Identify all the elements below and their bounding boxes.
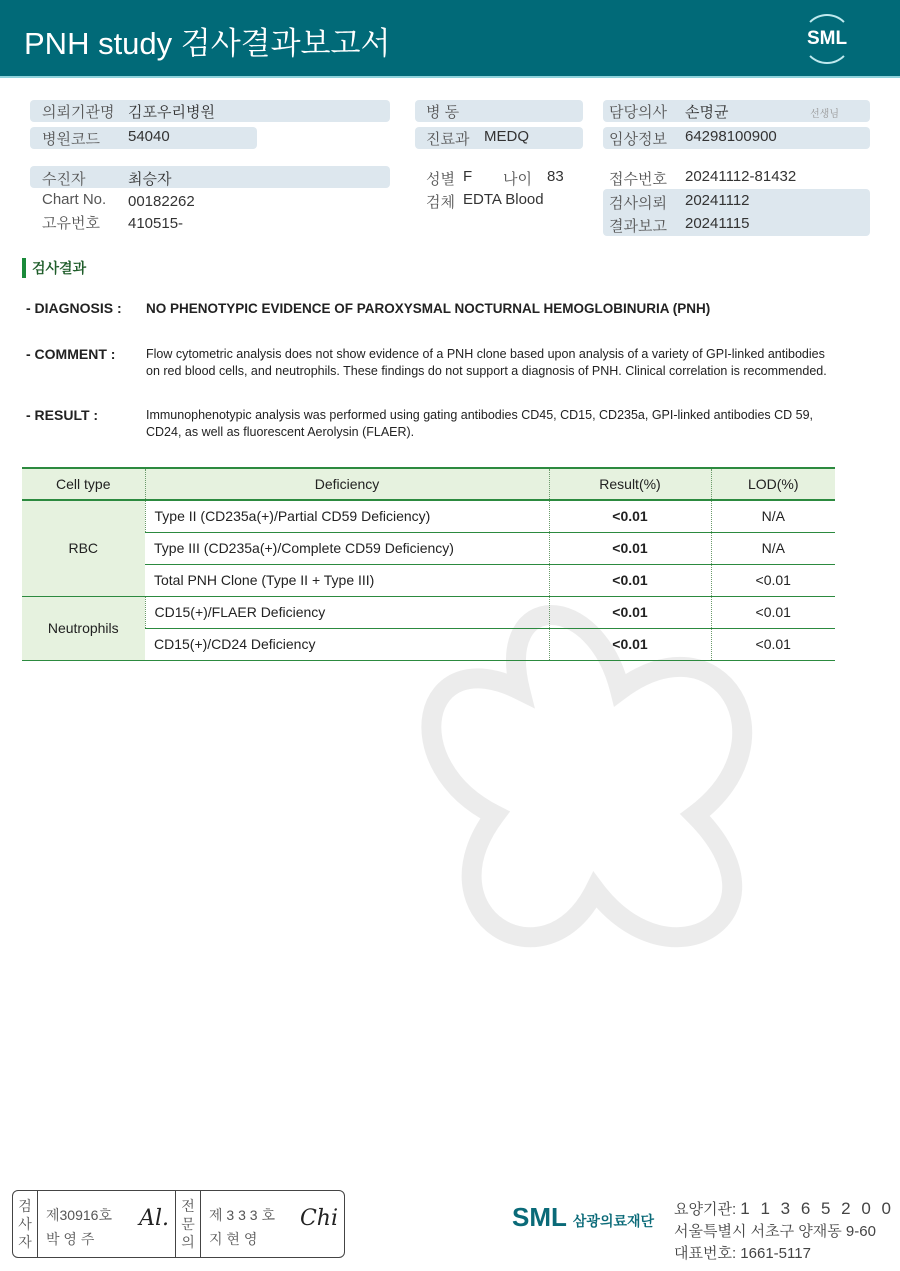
dept-value: MEDQ — [484, 128, 529, 145]
code-label: 요양기관: — [674, 1201, 741, 1218]
sml-logo: SML — [802, 14, 852, 64]
id-value: 410515- — [128, 215, 184, 232]
tester-name: 박 영 주 — [46, 1231, 95, 1247]
specialist-label: 전 문 의 — [176, 1191, 201, 1257]
age-label: 나이 — [503, 171, 532, 188]
page-title: PNH study 검사결과보고서 — [24, 26, 391, 61]
section-title: 검사결과 — [22, 258, 86, 278]
cell-type-rbc: RBC — [22, 500, 145, 596]
deficiency-cell: CD15(+)/CD24 Deficiency — [145, 628, 549, 660]
address: 서울특별시 서초구 양재동 9-60 — [674, 1223, 876, 1240]
lod-cell: <0.01 — [711, 628, 835, 660]
report-label: 결과보고 — [609, 218, 667, 235]
result-cell: <0.01 — [549, 628, 711, 660]
diagnosis-label: - DIAGNOSIS : — [26, 300, 122, 316]
deficiency-cell: Total PNH Clone (Type II + Type III) — [145, 564, 549, 596]
specialist-number: 제 3 3 3 호 — [209, 1207, 275, 1223]
results-table — [22, 467, 835, 661]
result-cell: <0.01 — [549, 532, 711, 564]
footer-logo-mark: SML — [512, 1202, 567, 1232]
table-row — [22, 500, 835, 532]
signature-box — [12, 1190, 345, 1258]
result-cell: <0.01 — [549, 564, 711, 596]
chart-value: 00182262 — [128, 193, 195, 210]
table-row — [22, 596, 835, 628]
report-header — [0, 0, 900, 78]
comment-text: Flow cytometric analysis does not show evidence of a PNH clone based upon analysis of a variety of GPI-linked antibodies on red blood cells, and neutrophils. These findings do not support a diagnosis of PNH. Clinical correlation is recommended. — [146, 347, 827, 378]
lod-cell: <0.01 — [711, 564, 835, 596]
lod-cell: N/A — [711, 500, 835, 532]
footer-org: 삼광의료재단 — [572, 1213, 655, 1229]
footer-logo — [512, 1202, 654, 1233]
diagnosis-text: NO PHENOTYPIC EVIDENCE OF PAROXYSMAL NOCTURNAL HEMOGLOBINURIA (PNH) — [146, 301, 711, 316]
specimen-label: 검체 — [426, 194, 455, 211]
code-label: 병원코드 — [42, 131, 100, 148]
specialist-signature: Chi — [299, 1206, 338, 1231]
header-result: Result(%) — [549, 468, 711, 500]
deficiency-cell: Type II (CD235a(+)/Partial CD59 Deficiency) — [145, 500, 549, 532]
tester-number: 제30916호 — [46, 1207, 112, 1223]
ward-label: 병 동 — [426, 104, 460, 121]
doctor-suffix: 선생님 — [810, 109, 839, 120]
footer-address-block — [674, 1198, 894, 1265]
lod-cell: <0.01 — [711, 596, 835, 628]
receipt-label: 접수번호 — [609, 171, 667, 188]
specialist-cell — [201, 1191, 344, 1257]
tester-label: 검 사 자 — [13, 1191, 38, 1257]
result-label: - RESULT : — [26, 407, 99, 423]
result-cell: <0.01 — [549, 500, 711, 532]
deficiency-cell: Type III (CD235a(+)/Complete CD59 Deficiency) — [145, 532, 549, 564]
code-value: 54040 — [128, 128, 170, 145]
doctor-value: 손명균 — [685, 104, 729, 121]
report-value: 20241115 — [685, 215, 750, 232]
institution-code: 1 1 3 6 5 2 0 0 — [740, 1199, 894, 1218]
phone: 1661-5117 — [740, 1245, 811, 1262]
phone-label: 대표번호: — [674, 1245, 741, 1262]
request-label: 검사의뢰 — [609, 195, 667, 212]
specialist-name: 지 현 영 — [209, 1231, 258, 1247]
sex-label: 성별 — [426, 171, 455, 188]
comment-label: - COMMENT : — [26, 346, 116, 362]
doctor-label: 담당의사 — [609, 104, 667, 121]
age-value: 83 — [547, 168, 564, 185]
header-lod: LOD(%) — [711, 468, 835, 500]
hospital-label: 의뢰기관명 — [42, 104, 115, 121]
chart-label: Chart No. — [42, 191, 107, 208]
tester-signature: Al. — [139, 1206, 169, 1231]
dept-label: 진료과 — [426, 131, 470, 148]
specimen-value: EDTA Blood — [463, 191, 544, 208]
cell-type-neutrophils: Neutrophils — [22, 596, 145, 660]
header-cell-type: Cell type — [22, 468, 145, 500]
patient-value: 최승자 — [128, 171, 172, 188]
deficiency-cell: CD15(+)/FLAER Deficiency — [145, 596, 549, 628]
header-deficiency: Deficiency — [145, 468, 549, 500]
id-label: 고유번호 — [42, 215, 100, 232]
clinical-value: 64298100900 — [685, 128, 777, 145]
receipt-value: 20241112-81432 — [685, 168, 797, 185]
hospital-value: 김포우리병원 — [128, 104, 215, 121]
clinical-label: 임상정보 — [609, 131, 667, 148]
request-value: 20241112 — [685, 192, 750, 209]
lod-cell: N/A — [711, 532, 835, 564]
result-text: Immunophenotypic analysis was performed using gating antibodies CD45, CD15, CD235a, GPI-linked antibodies CD 59, CD24, as well as fluorescent Aerolysin (FLAER). — [146, 408, 814, 439]
tester-cell — [38, 1191, 176, 1257]
result-cell: <0.01 — [549, 596, 711, 628]
patient-label: 수진자 — [42, 171, 86, 188]
sex-value: F — [463, 168, 473, 185]
